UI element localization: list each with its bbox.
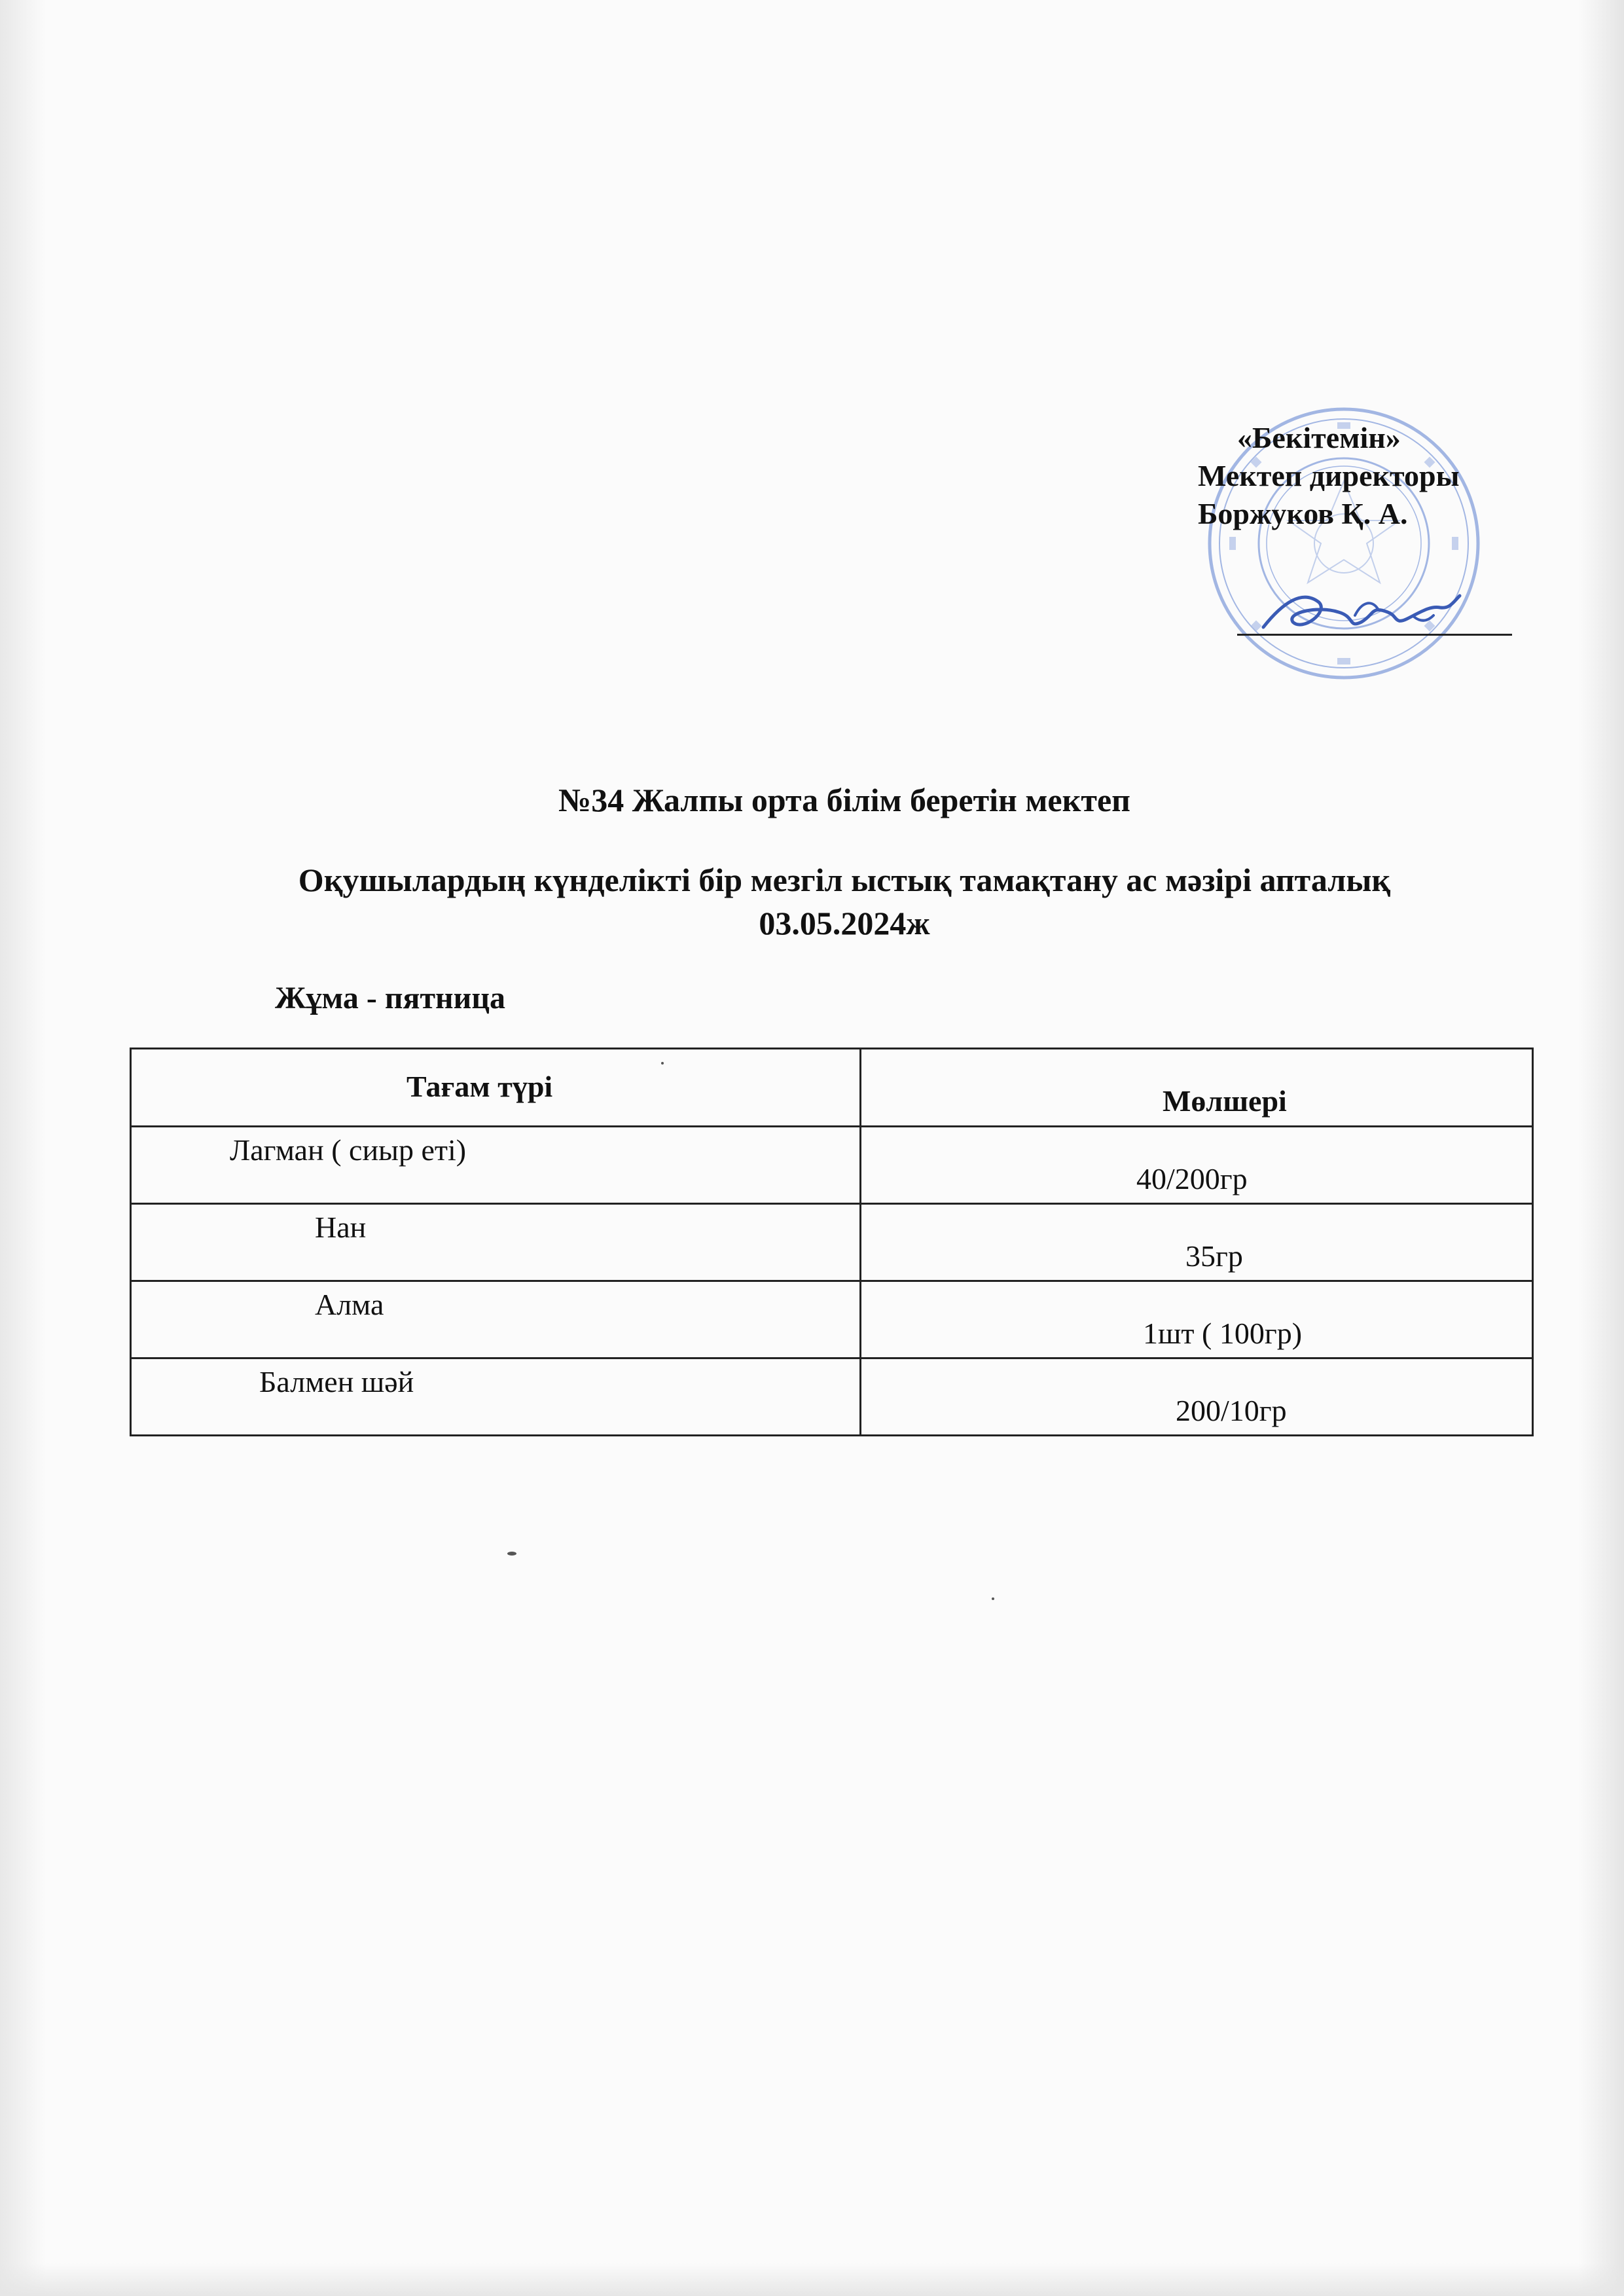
table-row: [130, 1205, 1534, 1282]
weekday-label: Жұма - пятница: [275, 981, 505, 1015]
amount-cell: 35гр: [1185, 1239, 1243, 1273]
dish-cell: Алма: [132, 1282, 861, 1357]
scan-speck: [992, 1597, 994, 1600]
dish-cell: Лагман ( сиыр еті): [132, 1127, 861, 1203]
scan-speck: [507, 1552, 516, 1556]
approval-block: [1198, 419, 1564, 533]
scan-edge-right: [1578, 0, 1624, 2296]
table-row: [130, 1127, 1534, 1205]
column-header-amount: Мөлшері: [1163, 1084, 1287, 1118]
amount-cell: 200/10гр: [1176, 1394, 1287, 1427]
approval-position: Мектеп директоры: [1198, 459, 1460, 492]
scan-speck: [661, 1062, 664, 1065]
column-header-dish: Тағам түрі: [132, 1049, 861, 1125]
amount-cell: 40/200гр: [1136, 1162, 1248, 1195]
dish-cell: Нан: [132, 1205, 861, 1280]
approval-name: Боржуков Қ. А.: [1198, 497, 1408, 530]
menu-table: [130, 1048, 1534, 1436]
scan-edge-left: [0, 0, 46, 2296]
school-name: №34 Жалпы орта білім беретін мектеп: [558, 782, 1130, 818]
amount-cell: 1шт ( 100гр): [1143, 1317, 1303, 1350]
menu-title: Оқушылардың күнделікті бір мезгіл ыстық тамақтану ас мәзірі апталық: [298, 862, 1391, 898]
table-row: [130, 1282, 1534, 1359]
menu-date: 03.05.2024ж: [759, 905, 930, 941]
table-row: [130, 1359, 1534, 1436]
table-header-row: [130, 1048, 1534, 1127]
dish-cell: Балмен шәй: [132, 1359, 861, 1434]
approval-title: «Бекітемін»: [1237, 421, 1401, 454]
scan-edge-bottom: [0, 2263, 1624, 2296]
director-signature: [1257, 576, 1466, 648]
signature-line: [1237, 634, 1512, 636]
